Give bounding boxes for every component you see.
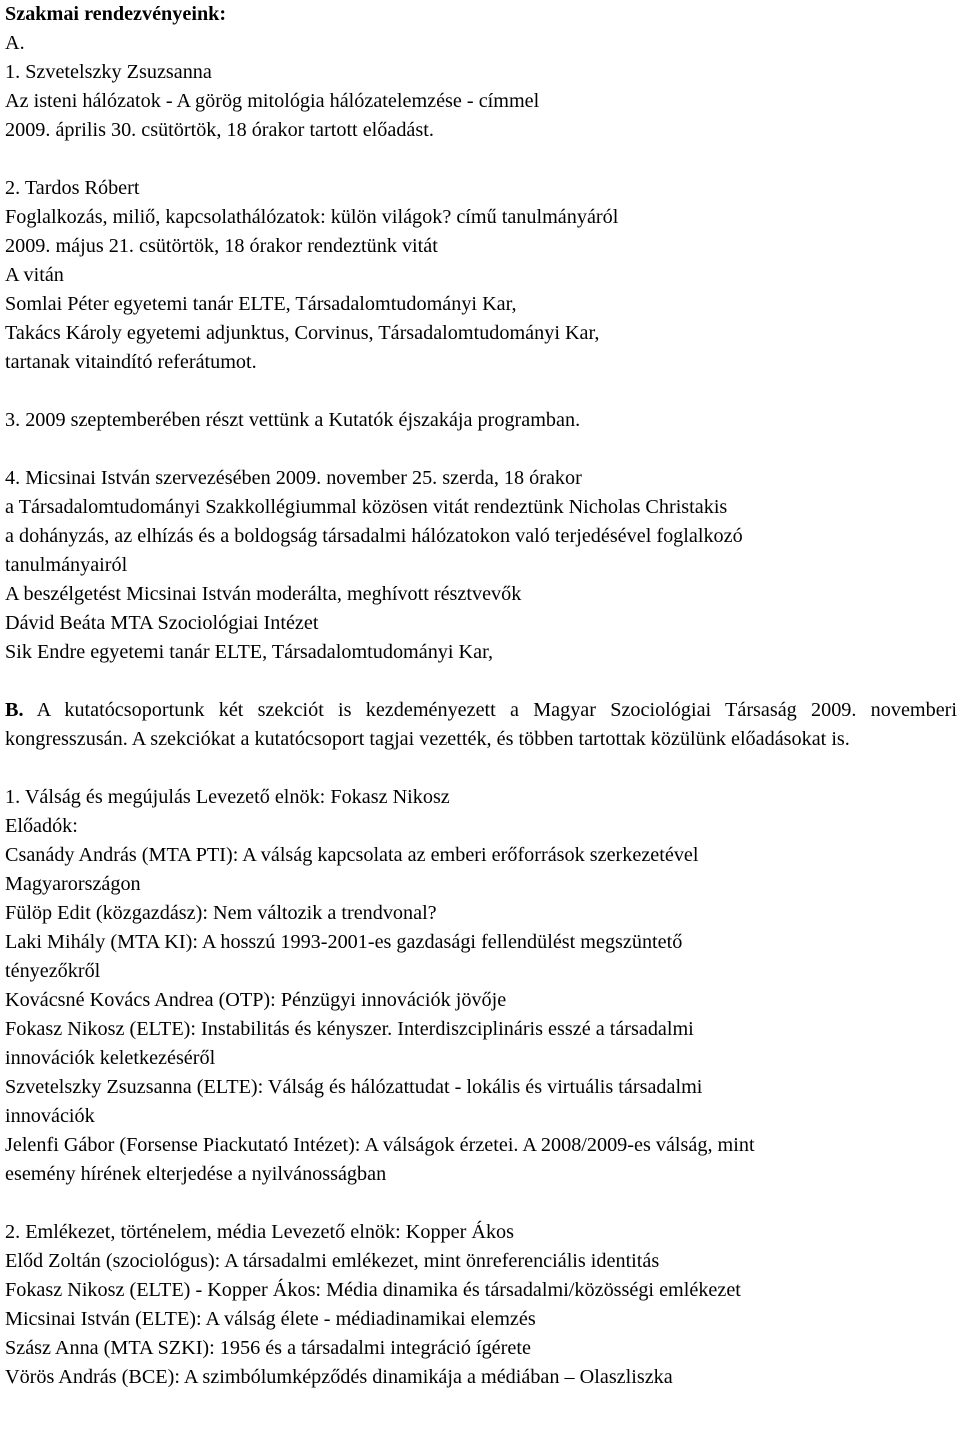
- session2-line: Vörös András (BCE): A szimbólumképződés dinamikája a médiában – Olaszliszka: [5, 1366, 673, 1388]
- session1-line: Magyarországon: [5, 873, 141, 895]
- spacer: [5, 435, 957, 464]
- session2-line: Fokasz Nikosz (ELTE) - Kopper Ákos: Média dinamika és társadalmi/közösségi emlékezet: [5, 1279, 741, 1301]
- a1-line: 1. Szvetelszky Zsuzsanna: [5, 61, 212, 83]
- spacer: [5, 145, 957, 174]
- a2-line: Somlai Péter egyetemi tanár ELTE, Társadalomtudományi Kar,: [5, 293, 517, 315]
- session2-line: Szász Anna (MTA SZKI): 1956 és a társadalmi integráció ígérete: [5, 1337, 531, 1359]
- session1-line: innovációk: [5, 1105, 95, 1127]
- session2-line: Micsinai István (ELTE): A válság élete - médiadinamikai elemzés: [5, 1308, 536, 1330]
- a2-line: Takács Károly egyetemi adjunktus, Corvinus, Társadalomtudományi Kar,: [5, 322, 600, 344]
- a1-line: Az isteni hálózatok - A görög mitológia hálózatelemzése - címmel: [5, 90, 540, 112]
- a4-line: Sik Endre egyetemi tanár ELTE, Társadalomtudományi Kar,: [5, 641, 494, 663]
- a4-line: 4. Micsinai István szervezésében 2009. november 25. szerda, 18 órakor: [5, 467, 582, 489]
- spacer: [5, 1189, 957, 1218]
- a2-line: tartanak vitaindító referátumot.: [5, 351, 257, 373]
- a4-line: a Társadalomtudományi Szakkollégiummal közösen vitát rendeztünk Nicholas Christakis: [5, 496, 728, 518]
- session1-line: Előadók:: [5, 815, 78, 837]
- a2-line: Foglalkozás, miliő, kapcsolathálózatok: külön világok? című tanulmányáról: [5, 206, 619, 228]
- section-b-label: B.: [5, 699, 24, 721]
- session1-line: Csanády András (MTA PTI): A válság kapcsolata az emberi erőforrások szerkezetével: [5, 844, 699, 866]
- a2-line: A vitán: [5, 264, 64, 286]
- session1-line: 1. Válság és megújulás Levezető elnök: Fokasz Nikosz: [5, 786, 450, 808]
- session1-line: innovációk keletkezéséről: [5, 1047, 216, 1069]
- a1-line: 2009. április 30. csütörtök, 18 órakor tartott előadást.: [5, 119, 434, 141]
- session1-line: Jelenfi Gábor (Forsense Piackutató Intézet): A válságok érzetei. A 2008/2009-es válság, mint: [5, 1134, 755, 1156]
- session2-line: Előd Zoltán (szociológus): A társadalmi emlékezet, mint önreferenciális identitás: [5, 1250, 660, 1272]
- session1-line: Kovácsné Kovács Andrea (OTP): Pénzügyi innovációk jövője: [5, 989, 507, 1011]
- page-heading: Szakmai rendezvényeink:: [5, 3, 227, 25]
- section-b-intro-text: A kutatócsoportunk két szekciót is kezdeményezett a Magyar Szociológiai Társaság 2009. novemberi kongresszusán. A szekciókat a kutatócsoport tagjai vezették, és többen tartottak közülünk előadásokat is.: [5, 699, 957, 750]
- a2-line: 2. Tardos Róbert: [5, 177, 140, 199]
- a4-line: tanulmányairól: [5, 554, 128, 576]
- session1-line: esemény hírének elterjedése a nyilvánosságban: [5, 1163, 387, 1185]
- a4-line: a dohányzás, az elhízás és a boldogság társadalmi hálózatokon való terjedésével foglalkozó: [5, 525, 743, 547]
- spacer: [5, 754, 957, 783]
- session2-line: 2. Emlékezet, történelem, média Levezető elnök: Kopper Ákos: [5, 1221, 514, 1243]
- a3-line: 3. 2009 szeptemberében részt vettünk a Kutatók éjszakája programban.: [5, 409, 581, 431]
- session1-line: Fokasz Nikosz (ELTE): Instabilitás és kényszer. Interdiszciplináris esszé a társadalmi: [5, 1018, 694, 1040]
- section-b-intro: [5, 696, 957, 754]
- session1-line: Szvetelszky Zsuzsanna (ELTE): Válság és hálózattudat - lokális és virtuális társadalmi: [5, 1076, 703, 1098]
- section-a-label: A.: [5, 32, 25, 54]
- spacer: [5, 667, 957, 696]
- a4-line: Dávid Beáta MTA Szociológiai Intézet: [5, 612, 319, 634]
- a2-line: 2009. május 21. csütörtök, 18 órakor rendeztünk vitát: [5, 235, 438, 257]
- session1-line: tényezőkről: [5, 960, 101, 982]
- session1-line: Laki Mihály (MTA KI): A hosszú 1993-2001-es gazdasági fellendülést megszüntető: [5, 931, 683, 953]
- session1-line: Fülöp Edit (közgazdász): Nem változik a trendvonal?: [5, 902, 437, 924]
- document-page: [5, 0, 957, 1392]
- a4-line: A beszélgetést Micsinai István moderálta, meghívott résztvevők: [5, 583, 522, 605]
- spacer: [5, 377, 957, 406]
